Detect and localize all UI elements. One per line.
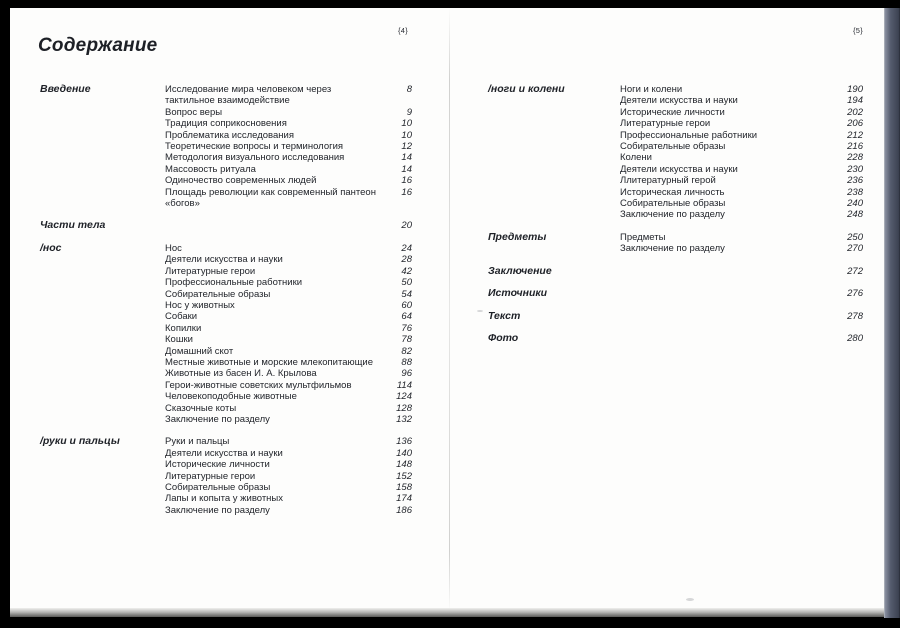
toc-entry [165, 118, 412, 129]
toc-entry [165, 357, 412, 368]
entry-title: Площадь революции как современный пантеон «богов» [165, 186, 376, 210]
section-entries [620, 232, 863, 255]
entry-title: Нос [165, 242, 182, 254]
entry-title: Предметы [620, 231, 666, 243]
entry-page-number: 228 [847, 152, 863, 164]
toc-entry [165, 187, 412, 210]
section-label: /руки и пальцы [40, 435, 120, 448]
page-number-left: {4} [398, 26, 409, 35]
toc-entry [165, 152, 412, 163]
toc-entry [620, 288, 863, 299]
toc-entry [165, 323, 412, 334]
entry-page-number: 60 [401, 299, 412, 311]
section-label: Части тела [40, 219, 106, 232]
entry-title: Копилки [165, 322, 202, 334]
scan-artifact [686, 598, 694, 601]
toc-entry [620, 95, 863, 106]
book-edge-band [884, 8, 900, 618]
entry-title: Профессиональные работники [165, 277, 303, 289]
entry-page-number: 136 [396, 436, 412, 448]
toc-entry [165, 107, 412, 118]
entry-title: Местные животные и морские млекопитающие [165, 356, 374, 368]
toc-entry [165, 220, 412, 231]
toc-entry [165, 300, 412, 311]
section-label: /ноги и колени [488, 83, 565, 95]
entry-title: Ноги и колени [620, 84, 683, 95]
toc-entry [165, 84, 412, 107]
toc-entry [165, 243, 412, 254]
entry-page-number: 82 [401, 345, 412, 357]
entry-page-number: 132 [396, 413, 412, 425]
entry-title: Массовость ритуала [165, 163, 256, 175]
entry-title: Историческая личность [620, 186, 725, 198]
toc-entry [165, 289, 412, 300]
toc-entry [165, 368, 412, 379]
toc-entry [620, 243, 863, 254]
entry-page-number: 250 [847, 231, 863, 243]
toc-entry [620, 209, 863, 220]
entry-title: Собаки [165, 311, 198, 323]
toc-entry [620, 152, 863, 163]
toc-entry [165, 334, 412, 345]
toc-entry [165, 493, 412, 504]
entry-title: Заключение по разделу [620, 243, 725, 255]
section-entries [620, 333, 863, 344]
entry-page-number: 236 [847, 175, 863, 187]
entry-page-number: 240 [847, 198, 863, 210]
entry-page-number: 128 [396, 402, 412, 414]
entry-title: Методология визуального исследования [165, 152, 345, 164]
entry-page-number: 42 [401, 265, 412, 277]
toc-entry [620, 141, 863, 152]
toc-entry [165, 403, 412, 414]
toc-entry [620, 311, 863, 322]
book-spread [10, 8, 884, 612]
entry-page-number: 238 [847, 186, 863, 198]
section-label: /нос [40, 241, 62, 254]
section-entries [165, 220, 412, 231]
toc-entry [165, 311, 412, 322]
toc-section [488, 333, 863, 344]
toc-entry [165, 164, 412, 175]
toc-section [40, 243, 412, 426]
entry-title: Кошки [165, 334, 193, 346]
toc-entry [165, 391, 412, 402]
entry-title: Заключение по разделу [165, 504, 270, 516]
toc-section [488, 232, 863, 255]
toc-entry [620, 266, 863, 277]
entry-page-number: 140 [396, 447, 412, 459]
toc-entry [620, 118, 863, 129]
entry-title: Теоретические вопросы и терминология [165, 141, 344, 153]
entry-page-number: 20 [401, 220, 412, 232]
entry-title: Собирательные образы [165, 482, 271, 493]
section-entries [165, 436, 412, 516]
toc-entry [165, 380, 412, 391]
toc-entry [165, 266, 412, 277]
entry-page-number: 78 [401, 334, 412, 346]
toc-section [488, 288, 863, 299]
toc-entry [620, 175, 863, 186]
entry-page-number: 230 [847, 163, 863, 175]
entry-title: Деятели искусства и науки [620, 95, 738, 107]
entry-title: Литературные герои [165, 470, 256, 482]
entry-title: Вопрос веры [165, 106, 223, 118]
entry-page-number: 8 [406, 84, 412, 95]
entry-title: Традиция соприкосновения [165, 118, 287, 130]
entry-title: Деятели искусства и науки [165, 254, 283, 266]
entry-page-number: 248 [847, 209, 863, 221]
toc-entry [620, 84, 863, 95]
entry-title: Ллитературный герой [620, 175, 716, 187]
entry-page-number: 276 [847, 288, 863, 300]
entry-page-number: 148 [396, 459, 412, 471]
section-entries [620, 288, 863, 299]
entry-page-number: 194 [847, 95, 863, 107]
entry-title: Домашний скот [165, 345, 234, 357]
toc-section [488, 311, 863, 322]
entry-title: Руки и пальцы [165, 436, 230, 448]
toc-entry [620, 187, 863, 198]
entry-title: Деятели искусства и науки [620, 163, 738, 175]
entry-title: Сказочные коты [165, 402, 237, 414]
entry-page-number: 16 [401, 186, 412, 198]
entry-title: Одиночество современных людей [165, 175, 317, 187]
entry-title: Человекоподобные животные [165, 391, 297, 403]
entry-page-number: 10 [401, 129, 412, 141]
entry-page-number: 212 [847, 129, 863, 141]
entry-title: Заключение по разделу [165, 413, 270, 425]
entry-page-number: 96 [401, 368, 412, 380]
entry-title: Колени [620, 152, 652, 164]
entry-page-number: 206 [847, 118, 863, 130]
toc-section [488, 266, 863, 277]
entry-page-number: 280 [847, 332, 863, 344]
toc-section [40, 220, 412, 231]
entry-title: Собирательные образы [165, 288, 271, 300]
toc-section [40, 84, 412, 209]
scan-artifact [477, 310, 483, 312]
section-entries [620, 84, 863, 221]
toc-entry [620, 130, 863, 141]
entry-page-number: 186 [396, 504, 412, 516]
section-entries [165, 243, 412, 426]
entry-title: Собирательные образы [620, 198, 726, 210]
entry-page-number: 202 [847, 106, 863, 118]
section-entries [620, 266, 863, 277]
toc-column-left [40, 84, 412, 527]
entry-title: Собирательные образы [620, 141, 726, 153]
toc-entry [620, 333, 863, 344]
entry-page-number: 216 [847, 141, 863, 153]
entry-page-number: 190 [847, 84, 863, 95]
section-entries [620, 311, 863, 322]
toc-title: Содержание [38, 35, 158, 56]
toc-section [40, 436, 412, 516]
toc-entry [620, 198, 863, 209]
entry-title: Животные из басен И. А. Крылова [165, 368, 317, 380]
entry-title: Нос у животных [165, 299, 235, 311]
toc-entry [165, 141, 412, 152]
entry-title: Литературные герои [620, 118, 711, 130]
entry-page-number: 24 [401, 242, 412, 254]
section-label: Введение [40, 83, 91, 95]
toc-entry [165, 471, 412, 482]
entry-title: Исторические личности [620, 106, 725, 118]
entry-title: Литературные герои [165, 265, 256, 277]
toc-entry [165, 130, 412, 141]
entry-page-number: 278 [847, 310, 863, 322]
entry-title: Лапы и копыта у животных [165, 493, 284, 505]
toc-entry [165, 505, 412, 516]
entry-page-number: 114 [396, 379, 412, 391]
page-spine-divider [449, 8, 450, 612]
section-label: Заключение [488, 264, 552, 277]
entry-page-number: 28 [401, 254, 412, 266]
entry-page-number: 10 [401, 118, 412, 130]
entry-page-number: 16 [401, 175, 412, 187]
entry-page-number: 174 [396, 493, 412, 505]
toc-column-right [488, 84, 863, 355]
entry-page-number: 14 [401, 163, 412, 175]
toc-entry [165, 482, 412, 493]
entry-title: Исследование мира человеком через тактильное взаимодействие [165, 84, 332, 107]
entry-title: Проблематика исследования [165, 129, 294, 141]
entry-page-number: 124 [396, 391, 412, 403]
section-entries [165, 84, 412, 209]
entry-page-number: 152 [396, 470, 412, 482]
page-bottom-shadow [10, 608, 884, 617]
entry-page-number: 14 [401, 152, 412, 164]
entry-title: Герои-животные советских мультфильмов [165, 379, 352, 391]
page-number-right: {5} [853, 26, 864, 35]
entry-page-number: 158 [396, 482, 412, 493]
entry-page-number: 9 [406, 106, 412, 118]
entry-title: Профессиональные работники [620, 129, 758, 141]
toc-entry [620, 232, 863, 243]
toc-entry [165, 448, 412, 459]
section-label: Фото [488, 331, 519, 344]
entry-page-number: 54 [401, 288, 412, 300]
entry-title: Деятели искусства и науки [165, 447, 283, 459]
toc-entry [165, 436, 412, 447]
toc-entry [620, 107, 863, 118]
toc-entry [165, 459, 412, 470]
toc-entry [165, 414, 412, 425]
toc-entry [165, 175, 412, 186]
toc-entry [620, 164, 863, 175]
entry-title: Заключение по разделу [620, 209, 725, 221]
entry-page-number: 270 [847, 243, 863, 255]
section-label: Источники [488, 287, 548, 300]
entry-page-number: 76 [401, 322, 412, 334]
toc-entry [165, 277, 412, 288]
entry-page-number: 12 [401, 141, 412, 153]
toc-section [488, 84, 863, 221]
entry-page-number: 88 [401, 356, 412, 368]
section-label: Предметы [488, 230, 547, 243]
toc-entry [165, 346, 412, 357]
entry-page-number: 64 [401, 311, 412, 323]
entry-page-number: 50 [401, 277, 412, 289]
toc-entry [165, 254, 412, 265]
entry-page-number: 272 [847, 265, 863, 277]
section-label: Текст [488, 309, 521, 322]
entry-title: Исторические личности [165, 459, 270, 471]
